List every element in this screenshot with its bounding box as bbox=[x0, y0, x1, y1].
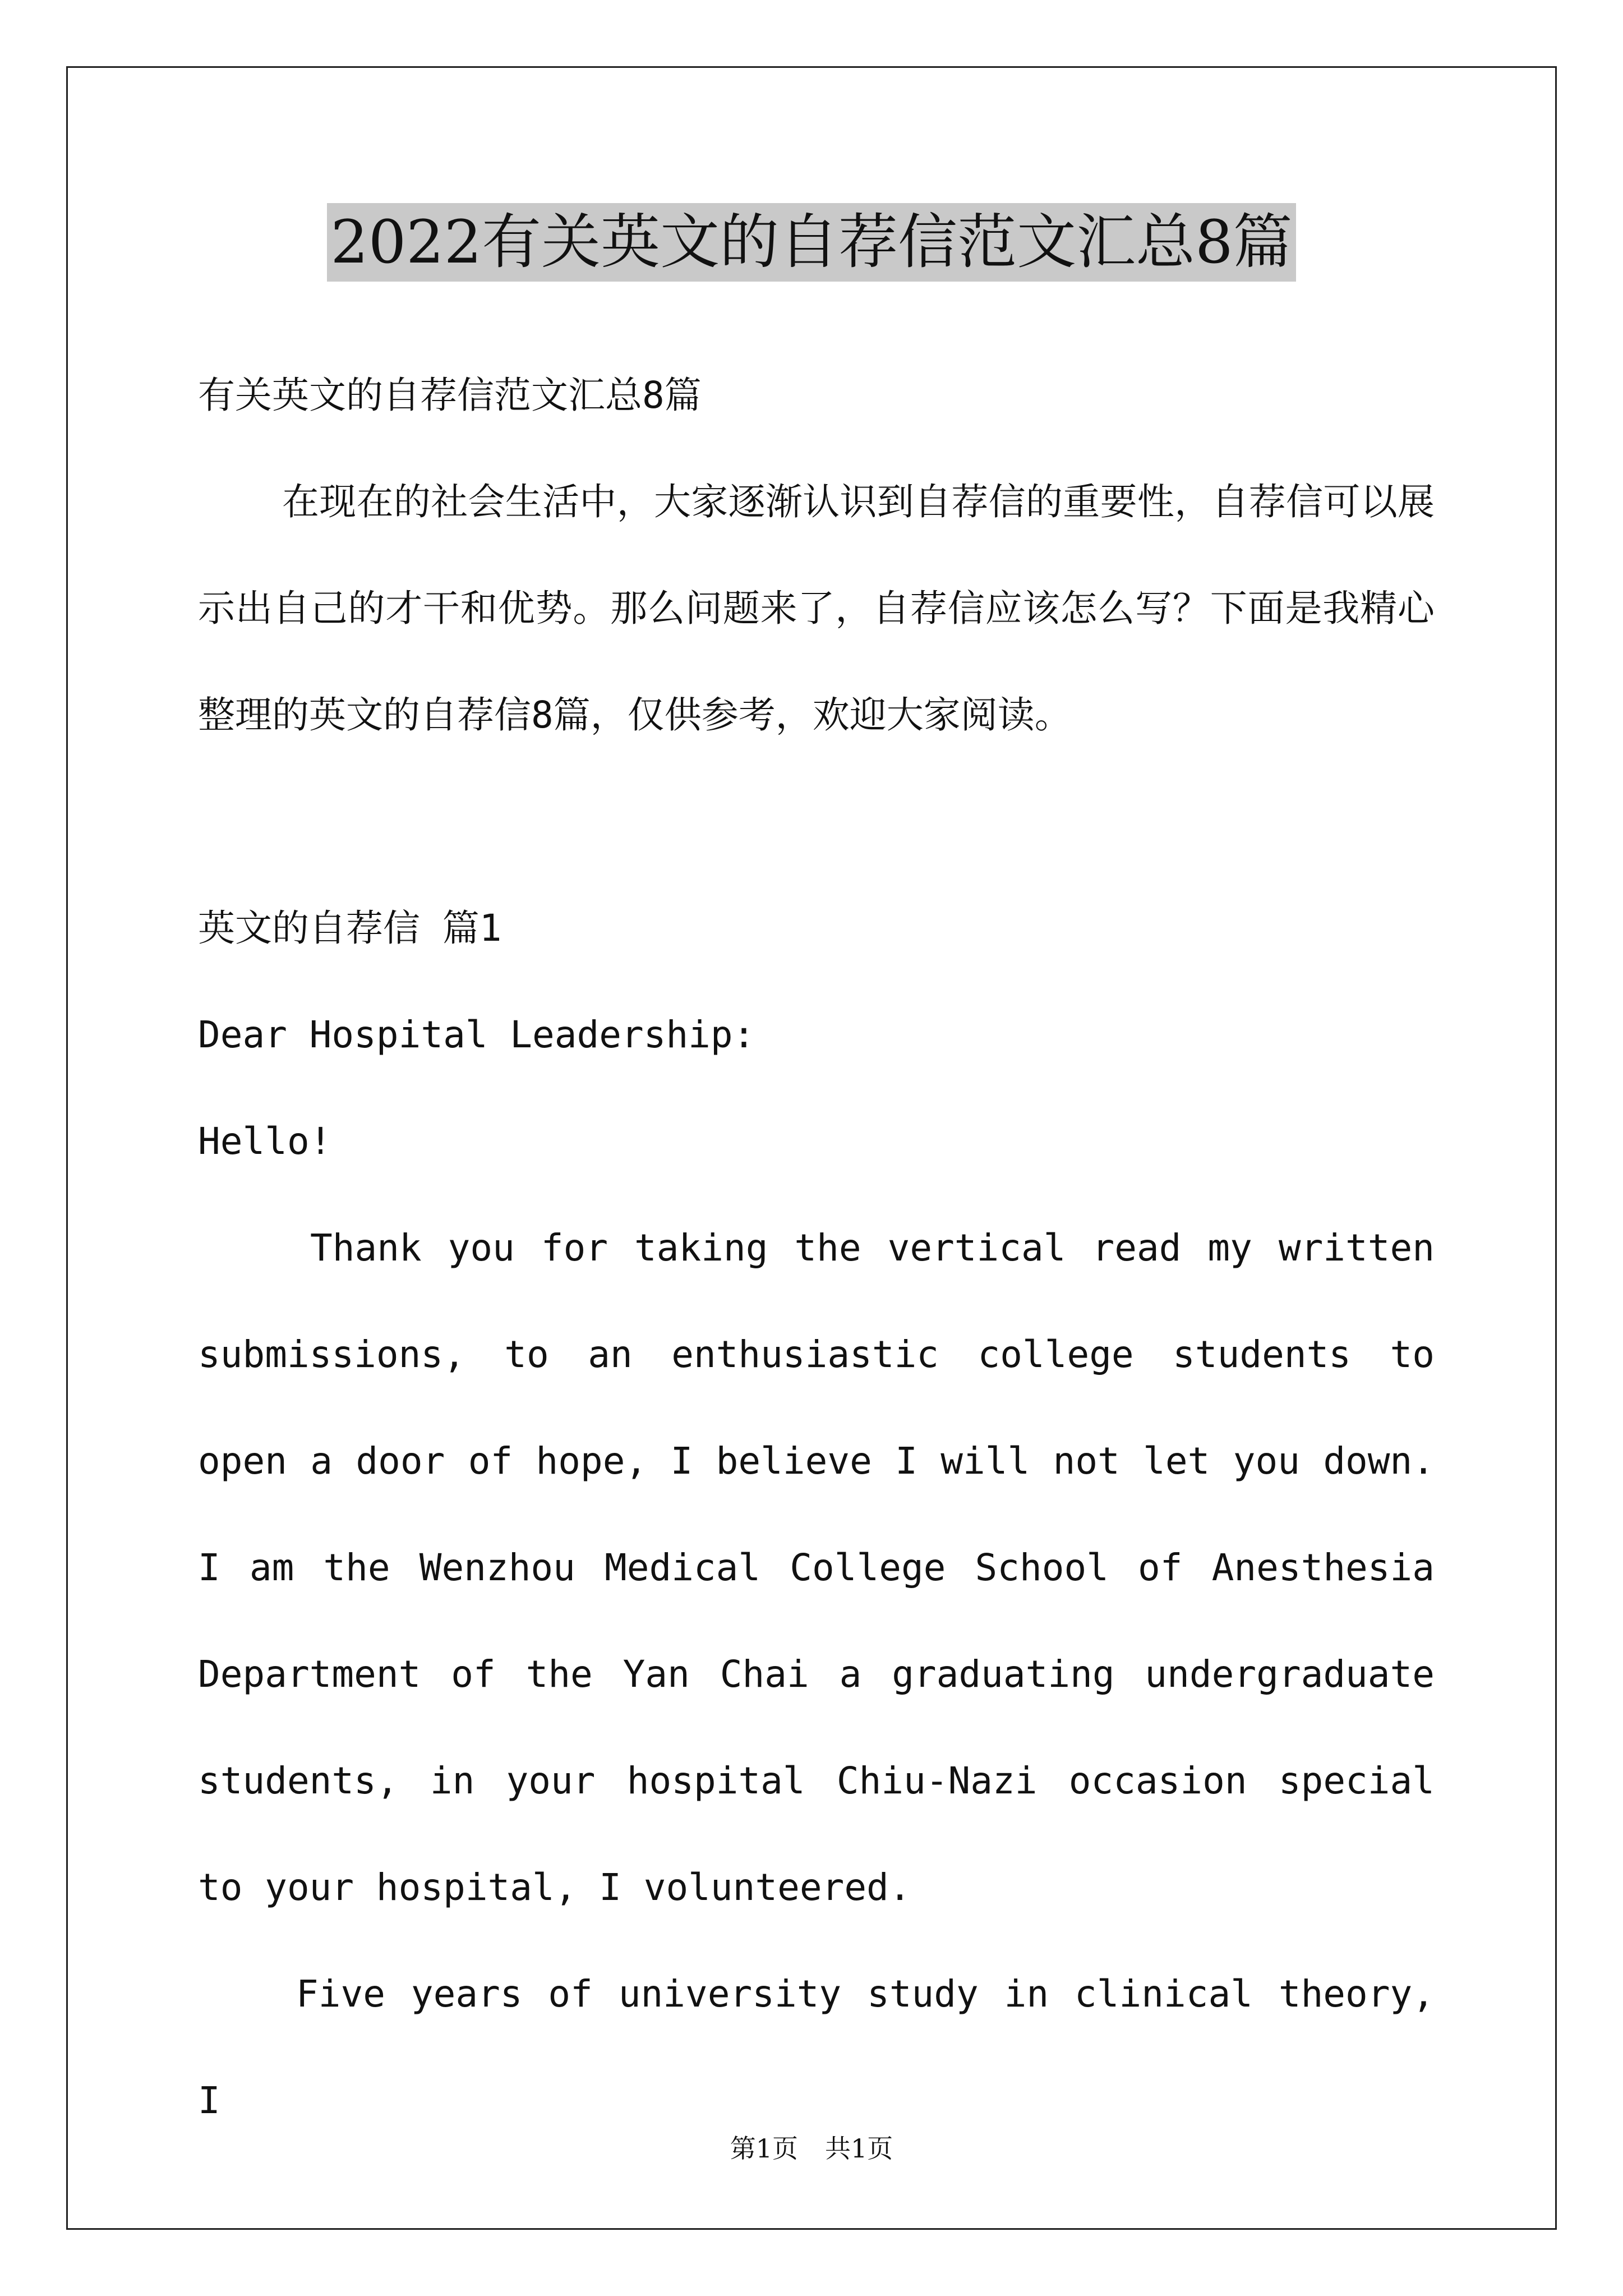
section-heading: 英文的自荐信 篇1 bbox=[198, 907, 502, 950]
blank-line bbox=[198, 769, 1435, 875]
document-title: 2022有关英文的自荐信范文汇总8篇 bbox=[327, 203, 1295, 282]
page-footer bbox=[0, 2132, 1623, 2165]
intro-paragraph: 在现在的社会生活中，大家逐渐认识到自荐信的重要性，自荐信可以展示出自己的才干和优势。那么问题来了，自荐信应该怎么写？下面是我精心整理的英文的自荐信8篇，仅供参考，欢迎大家阅读。 bbox=[198, 480, 1435, 737]
page-total: 共1页 bbox=[825, 2133, 893, 2164]
page-number: 第1页 bbox=[730, 2133, 798, 2164]
letter-greeting: Hello! bbox=[198, 1120, 332, 1163]
document-subtitle: 有关英文的自荐信范文汇总8篇 bbox=[198, 374, 702, 417]
letter-paragraph: Five years of university study in clinical theory, I bbox=[198, 1972, 1435, 2122]
title-container bbox=[0, 203, 1623, 282]
letter-paragraph: Thank you for taking the vertical read my written submissions, to an enthusiastic college students to open a door of hope, I believe I will not let you down. I am the Wenzhou Medical College School of Anesthesia Department of the Yan Chai a graduating undergraduate students, in your hospital Chiu-Nazi occasion special to your hospital, I volunteered. bbox=[198, 1226, 1435, 1909]
letter-salutation: Dear Hospital Leadership: bbox=[198, 1013, 755, 1056]
document-body bbox=[198, 342, 1435, 2154]
